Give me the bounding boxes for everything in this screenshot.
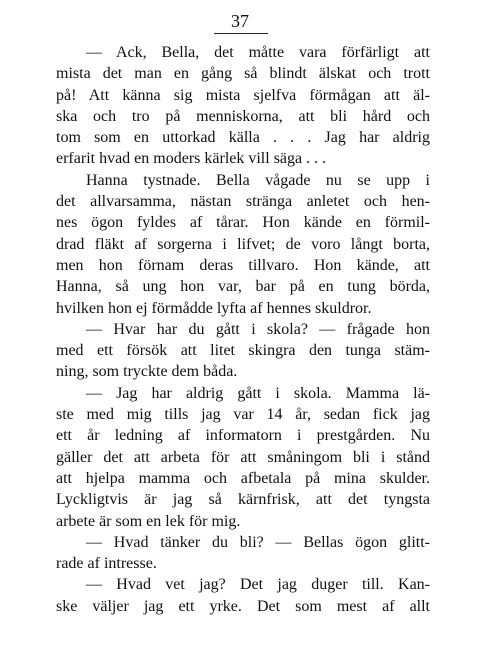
text-line: arbete är som en lek för mig. [56, 512, 241, 530]
text-line: nes ögon fyldes af tårar. Hon kände en förmil- [56, 214, 430, 232]
text-line: drad fläkt af sorgerna i lifvet; de voro långt borta, [56, 235, 430, 253]
text-line: Lyckligtvis är jag så kärnfrisk, att det tyngsta [56, 491, 430, 509]
text-line: på! Att känna sig mista sjelfva förmågan att äl- [56, 86, 430, 104]
page-number: 37 [231, 11, 249, 31]
text-line: — Hvad tänker du bli? — Bellas ögon glitt- [86, 533, 430, 551]
text-line: med ett försök att litet skingra den tunga stäm- [56, 342, 430, 360]
text-line: — Jag har aldrig gått i skola. Mamma lä- [86, 384, 430, 402]
body-text [56, 42, 430, 617]
text-line: Hanna, så ung hon var, bar på en tung börda, [56, 278, 430, 296]
text-line: erfarit hvad en moders kärlek vill säga . . . [56, 150, 327, 168]
text-line: ste med mig tills jag var 14 år, sedan fick jag [56, 406, 430, 424]
page-number-rule [214, 33, 268, 34]
text-line: ett år ledning af informatorn i prestgården. Nu [56, 427, 430, 445]
text-line: — Ack, Bella, det måtte vara förfärligt att [86, 44, 430, 61]
text-line: ning, som tryckte dem båda. [56, 363, 238, 381]
text-line: att hjelpa mamma och afbetala på mina skulder. [56, 469, 430, 487]
text-line: det allvarsamma, nästan stränga anletet och hen- [56, 193, 430, 211]
text-line: ske väljer jag ett yrke. Det som mest af allt [56, 597, 430, 615]
text-line: Hanna tystnade. Bella vågade nu se upp i [86, 171, 430, 189]
text-line: ska och tro på menniskorna, att bli hård och [56, 107, 430, 125]
text-line: — Hvad vet jag? Det jag duger till. Kan- [86, 576, 430, 594]
text-line: mista det man en gång så blindt älskat och trott [56, 65, 430, 83]
text-line: — Hvar har du gått i skola? — frågade hon [86, 320, 430, 338]
text-line: gäller det att arbeta för att småningom bli i stånd [56, 448, 430, 466]
text-line: hvilken hon ej förmådde lyfta af hennes skuldror. [56, 299, 372, 317]
text-line: men hon förnam deras tillvaro. Hon kände, att [56, 256, 430, 274]
text-line: tom som en uttorkad källa . . . Jag har aldrig [56, 129, 430, 147]
text-line: rade af intresse. [56, 555, 157, 573]
